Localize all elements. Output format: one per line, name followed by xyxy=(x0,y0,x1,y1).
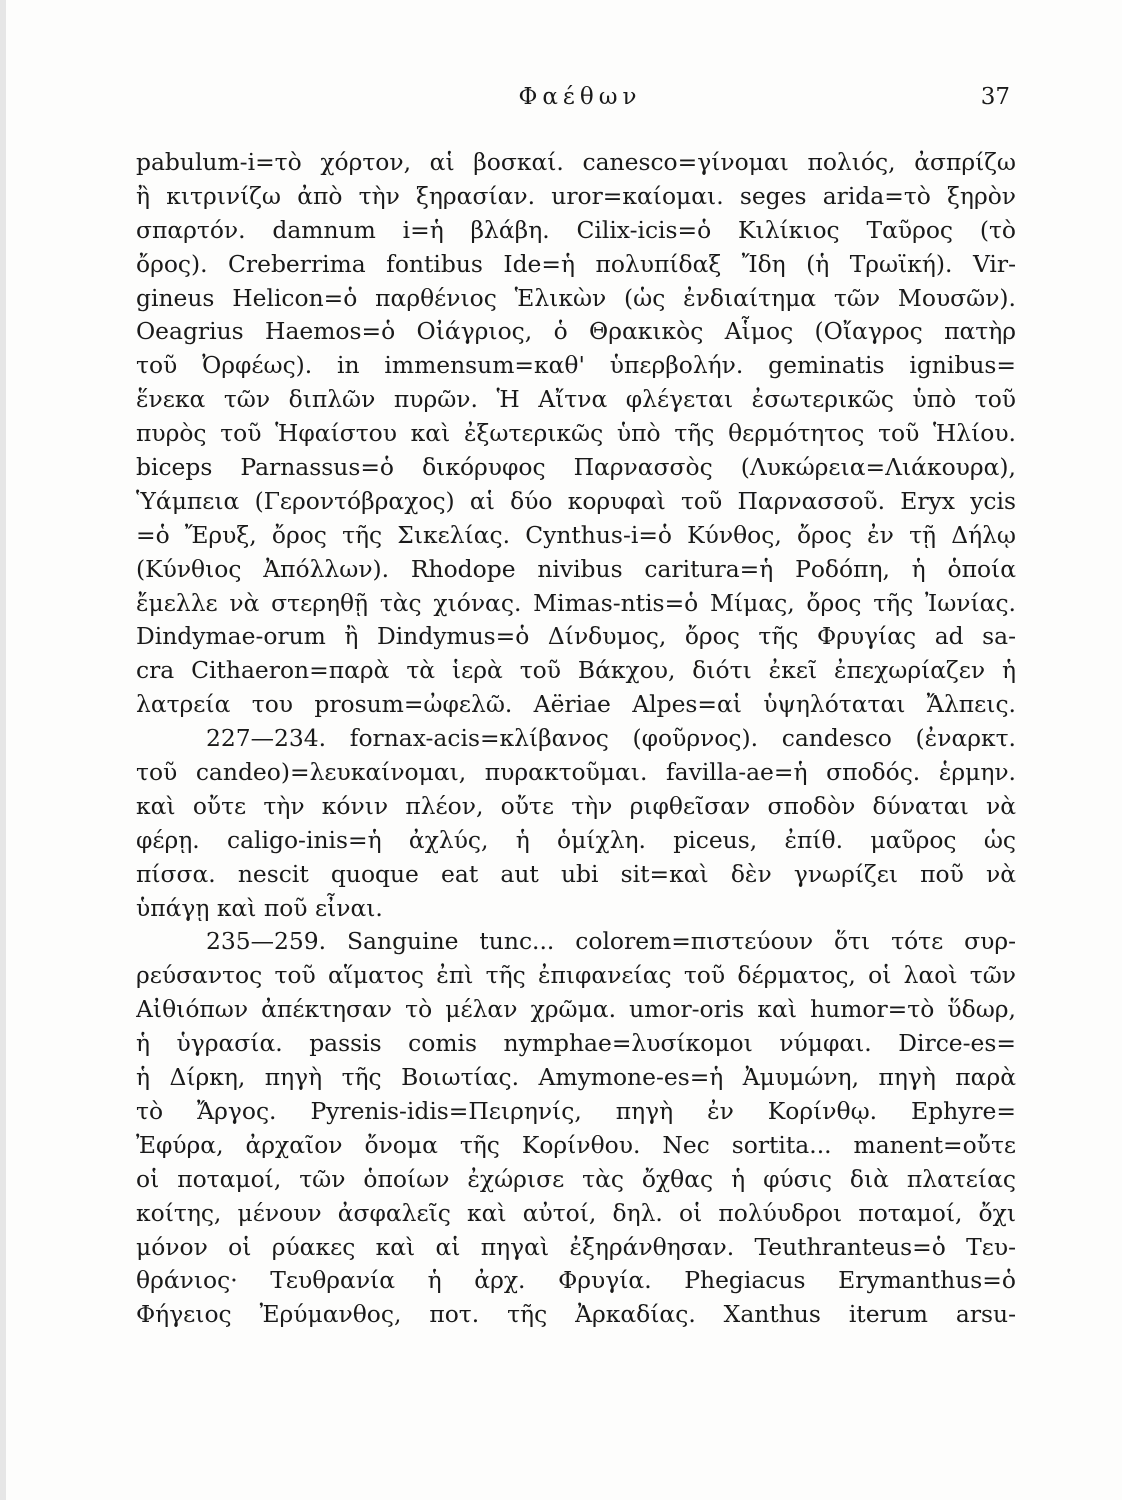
text-line: κοίτης, μένουν ἀσφαλεῖς καὶ αὐτοί, δηλ. οἱ πολύυδροι ποταμοί, ὄχι xyxy=(136,1198,1016,1227)
text-line: ἔμελλε νὰ στερηθῇ τὰς χιόνας. Mimas-ntis=ὁ Μίμας, ὄρος τῆς Ἰωνίας. xyxy=(136,588,1016,617)
text-line: Φήγειος Ἐρύμανθος, ποτ. τῆς Ἀρκαδίας. Xanthus iterum arsu- xyxy=(136,1300,1016,1329)
text-line: σπαρτόν. damnum i=ἡ βλάβη. Cilix-icis=ὁ Κιλίκιος Ταῦρος (τὸ xyxy=(136,215,1016,244)
text-line: pabulum-i=τὸ χόρτον, αἱ βοσκαί. canesco=γίνομαι πολιός, ἀσπρίζω xyxy=(136,148,1016,176)
text-line: οἱ ποταμοί, τῶν ὁποίων ἐχώρισε τὰς ὄχθας ἡ φύσις διὰ πλατείας xyxy=(136,1164,1016,1193)
page-number: 37 xyxy=(980,84,1010,110)
text-line: Ἐφύρα, ἀρχαῖον ὄνομα τῆς Κορίνθου. Nec sortita... manent=οὔτε xyxy=(136,1130,1016,1159)
text-line: ἡ ὑγρασία. passis comis nymphae=λυσίκομοι νύμφαι. Dirce-es= xyxy=(136,1029,1016,1058)
text-line: Dindymae-orum ἢ Dindymus=ὁ Δίνδυμος, ὄρος τῆς Φρυγίας ad sa- xyxy=(136,622,1016,651)
text-line: =ὁ Ἔρυξ, ὄρος τῆς Σικελίας. Cynthus-i=ὁ Κύνθος, ὄρος ἐν τῇ Δήλῳ xyxy=(136,520,1016,549)
text-line: (Κύνθιος Ἀπόλλων). Rhodope nivibus caritura=ἡ Ροδόπη, ἡ ὁποία xyxy=(136,554,1016,583)
text-line: gineus Helicon=ὁ παρθένιος Ἑλικὼν (ὡς ἐνδιαίτημα τῶν Μουσῶν). xyxy=(136,283,1016,312)
text-line: Oeagrius Haemos=ὁ Οἰάγριος, ὁ Θρακικὸς Αἷμος (Οἴαγρος πατὴρ xyxy=(136,317,1016,346)
running-title: Φαέθων xyxy=(518,84,642,110)
text-line: 235—259. Sanguine tunc... colorem=πιστεύουν ὅτι τότε συρ- xyxy=(206,927,1016,956)
text-line: λατρεία του prosum=ὠφελῶ. Aëriae Alpes=αἱ ὑψηλόταται Ἄλπεις. xyxy=(136,690,1016,719)
text-line: ρεύσαντος τοῦ αἵματος ἐπὶ τῆς ἐπιφανείας τοῦ δέρματος, οἱ λαοὶ τῶν xyxy=(136,961,1016,990)
text-line: Αἰθιόπων ἀπέκτησαν τὸ μέλαν χρῶμα. umor-oris καὶ humor=τὸ ὕδωρ, xyxy=(136,995,1016,1024)
text-line: ὑπάγῃ καὶ ποῦ εἶναι. xyxy=(136,893,383,922)
text-line: biceps Parnassus=ὁ δικόρυφος Παρνασσὸς (Λυκώρεια=Λιάκουρα), xyxy=(136,453,1016,482)
text-line: τὸ Ἄργος. Pyrenis-idis=Πειρηνίς, πηγὴ ἐν Κορίνθῳ. Ephyre= xyxy=(136,1096,1016,1125)
text-line: τοῦ candeo)=λευκαίνομαι, πυρακτοῦμαι. favilla-ae=ἡ σποδός. ἑρμην. xyxy=(136,758,1016,787)
text-line: πυρὸς τοῦ Ἡφαίστου καὶ ἐξωτερικῶς ὑπὸ τῆς θερμότητος τοῦ Ἡλίου. xyxy=(136,419,1016,448)
text-line: τοῦ Ὀρφέως). in immensum=καθ' ὑπερβολήν. geminatis ignibus= xyxy=(136,351,1016,380)
text-line: 227—234. fornax-acis=κλίβανος (φοῦρνος). candesco (ἐναρκτ. xyxy=(206,724,1016,753)
body-text xyxy=(136,146,1016,1332)
text-line: πίσσα. nescit quoque eat aut ubi sit=καὶ δὲν γνωρίζει ποῦ νὰ xyxy=(136,859,1016,888)
text-line: ἡ Δίρκη, πηγὴ τῆς Βοιωτίας. Amymone-es=ἡ Ἀμυμώνη, πηγὴ παρὰ xyxy=(136,1063,1016,1092)
text-line: Ὑάμπεια (Γεροντόβραχος) αἱ δύο κορυφαὶ τοῦ Παρνασσοῦ. Eryx ycis xyxy=(136,486,1016,515)
page-header xyxy=(150,84,1010,124)
text-line: cra Cithaeron=παρὰ τὰ ἱερὰ τοῦ Βάκχου, διότι ἐκεῖ ἐπεχωρίαζεν ἡ xyxy=(136,656,1016,685)
text-line: θράνιος· Τευθρανία ἡ ἀρχ. Φρυγία. Phegiacus Erymanthus=ὁ xyxy=(136,1266,1016,1295)
text-line: ὄρος). Creberrima fontibus Ide=ἡ πολυπίδαξ Ἴδη (ἡ Τρωϊκή). Vir- xyxy=(136,249,1016,278)
text-line: καὶ οὔτε τὴν κόνιν πλέον, οὔτε τὴν ριφθεῖσαν σποδὸν δύναται νὰ xyxy=(136,791,1016,820)
text-line: μόνον οἱ ρύακες καὶ αἱ πηγαὶ ἐξηράνθησαν. Teuthranteus=ὁ Τευ- xyxy=(136,1232,1016,1261)
text-line: φέρῃ. caligo-inis=ἡ ἀχλύς, ἡ ὁμίχλη. piceus, ἐπίθ. μαῦρος ὡς xyxy=(136,825,1016,854)
text-line: ἕνεκα τῶν διπλῶν πυρῶν. Ἡ Αἴτνα φλέγεται ἐσωτερικῶς ὑπὸ τοῦ xyxy=(136,385,1016,414)
text-line: ἢ κιτρινίζω ἀπὸ τὴν ξηρασίαν. uror=καίομαι. seges arida=τὸ ξηρὸν xyxy=(136,181,1016,210)
